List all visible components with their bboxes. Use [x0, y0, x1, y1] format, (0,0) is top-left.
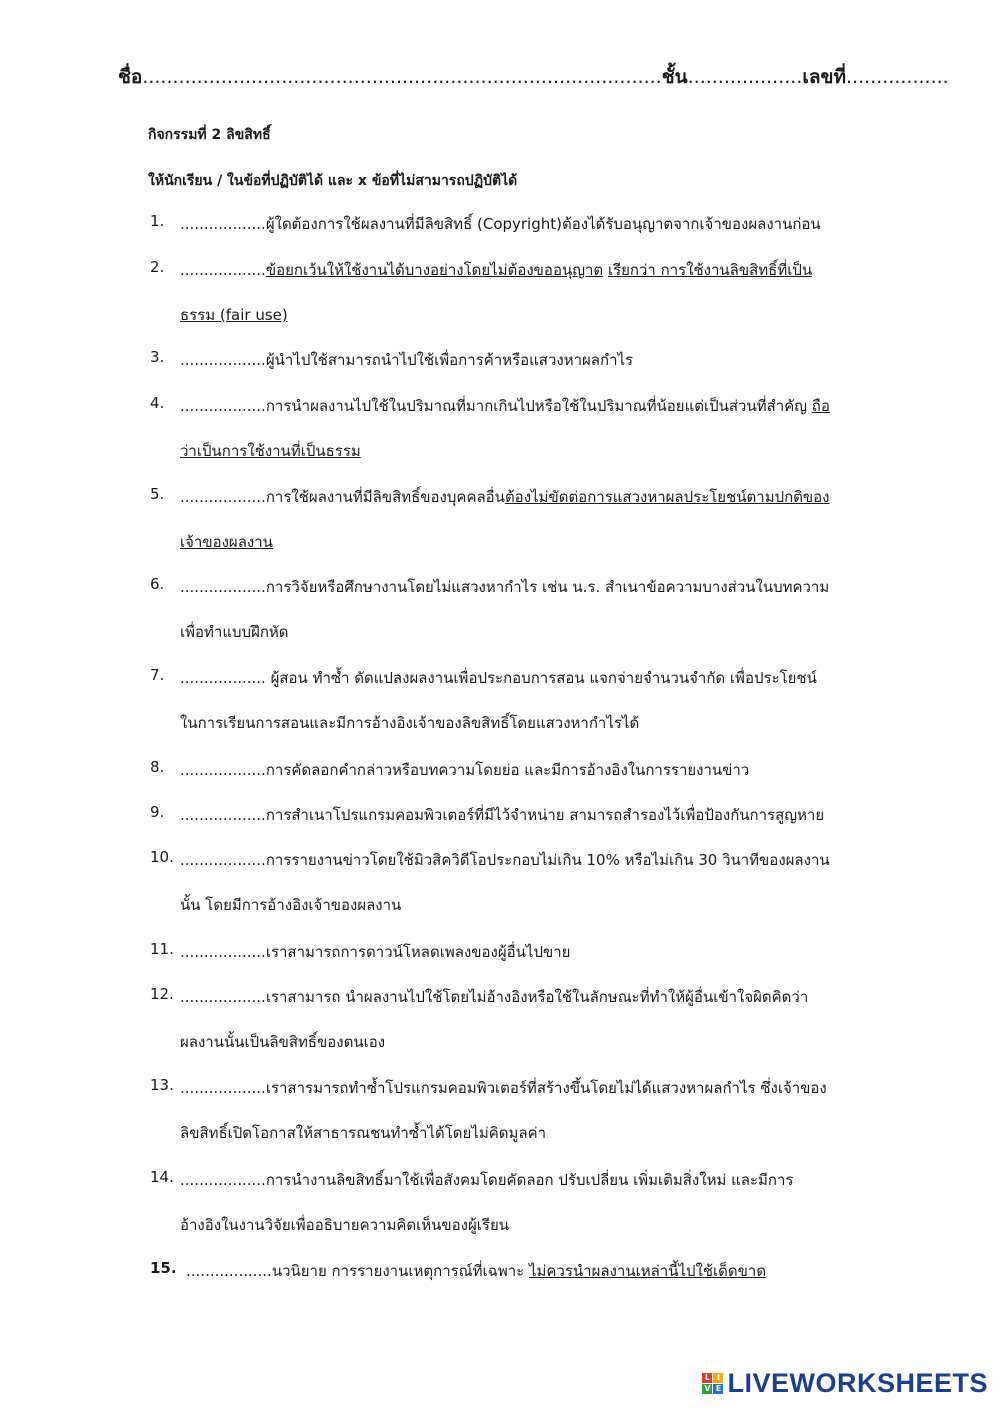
answer-blank[interactable]: .................. — [180, 988, 266, 1006]
question-text-part: การคัดลอกคำกล่าวหรือบทความโดยย่อ และมีการอ้างอิงในการรายงานข่าว — [265, 761, 750, 779]
question-text-part: ไม่ควรนำผลงานเหล่านี้ไปใช้เด็ดขาด — [528, 1262, 767, 1280]
question-text-part: เรียกว่า การใช้งานลิขสิทธิ์ที่เป็น — [607, 261, 813, 279]
question-text-part: เราสารมารถทำซ้ำโปรแกรมคอมพิวเตอร์ที่สร้างขึ้นโดยไม่ได้แสวงหาผลกำไร ซึ่งเจ้าของ — [265, 1079, 827, 1097]
student-info-line — [118, 62, 949, 92]
logo-badge-letter: L — [702, 1373, 712, 1383]
question-number: 1. — [150, 212, 165, 230]
question-number: 4. — [150, 394, 165, 412]
question-number: 10. — [150, 848, 174, 866]
question-text-continued: นั้น โดยมีการอ้างอิงเจ้าของผลงาน — [180, 896, 402, 914]
question-number: 8. — [150, 758, 165, 776]
question-text — [180, 258, 812, 282]
question-text-continued: ธรรม (fair use) — [180, 306, 288, 324]
answer-blank[interactable]: .................. — [180, 1171, 266, 1189]
question-text-part: ถือ — [811, 397, 830, 415]
question-text — [180, 940, 570, 964]
question-text — [180, 666, 817, 690]
class-blank[interactable]: ................... — [687, 66, 803, 88]
question-text-part: ข้อยกเว้นให้ใช้งานได้บางอย่างโดยไม่ต้องขออนุญาต — [265, 261, 604, 279]
question-number: 9. — [150, 803, 165, 821]
answer-blank[interactable]: .................. — [180, 1079, 266, 1097]
question-text — [180, 985, 808, 1009]
answer-blank[interactable]: .................. — [180, 578, 266, 596]
answer-blank[interactable]: .................. — [180, 761, 266, 779]
answer-blank[interactable]: .................. — [180, 215, 266, 233]
question-text-part: การนำผลงานไปใช้ในปริมาณที่มากเกินไปหรือใช้ในปริมาณที่น้อยแต่เป็นส่วนที่สำคัญ — [265, 397, 812, 415]
question-number: 12. — [150, 985, 174, 1003]
question-text-continued: ในการเรียนการสอนและมีการอ้างอิงเจ้าของลิขสิทธิ์โดยแสวงหากำไรได้ — [180, 714, 640, 732]
logo-badge-icon — [702, 1373, 723, 1394]
number-label: เลขที่ — [802, 66, 847, 88]
question-number: 11. — [150, 940, 174, 958]
answer-blank[interactable]: .................. — [180, 488, 266, 506]
question-number: 3. — [150, 348, 165, 366]
answer-blank[interactable]: .................. — [180, 669, 266, 687]
question-text-part: ต้องไม่ขัดต่อการแสวงหาผลประโยชน์ตามปกติของ — [504, 488, 830, 506]
question-text — [180, 212, 821, 236]
question-number: 13. — [150, 1076, 174, 1094]
question-text-continued: เจ้าของผลงาน — [180, 533, 273, 551]
logo-text: LIVEWORKSHEETS — [727, 1368, 988, 1398]
number-blank[interactable]: ................. — [846, 66, 949, 88]
question-text-part: ผู้สอน ทำซ้ำ ดัดแปลงผลงานเพื่อประกอบการสอน แจกจ่ายจำนวนจำกัด เพื่อประโยชน์ — [265, 669, 817, 687]
question-text — [180, 758, 749, 782]
question-text — [180, 803, 824, 827]
logo-badge-letter: V — [704, 1384, 711, 1393]
question-text — [180, 848, 830, 872]
liveworksheets-logo — [702, 1368, 988, 1399]
instruction-text: ให้นักเรียน / ในข้อที่ปฏิบัติได้ และ x ข้อที่ไม่สามารถปฏิบัติได้ — [148, 173, 518, 189]
question-number: 2. — [150, 258, 165, 276]
question-text — [186, 1259, 766, 1283]
answer-blank[interactable]: .................. — [180, 351, 266, 369]
question-number: 5. — [150, 485, 165, 503]
question-text-part: การสำเนาโปรแกรมคอมพิวเตอร์ที่มีไว้จำหน่าย สามารถสำรองไว้เพื่อป้องกันการสูญหาย — [265, 806, 825, 824]
question-text-part: เราสามารถการดาวน์โหลดเพลงของผู้อื่นไปขาย — [265, 943, 571, 961]
question-text-continued: อ้างอิงในงานวิจัยเพื่ออธิบายความคิดเห็นของผู้เรียน — [180, 1216, 510, 1234]
question-text — [180, 1076, 827, 1100]
question-text-part: ผู้ใดต้องการใช้ผลงานที่มีลิขสิทธิ์ (Copyright)ต้องได้รับอนุญาตจากเจ้าของผลงานก่อน — [265, 215, 821, 233]
question-number: 14. — [150, 1168, 174, 1186]
question-text-continued: ว่าเป็นการใช้งานที่เป็นธรรม — [180, 442, 361, 460]
logo-badge-letter: I — [713, 1373, 723, 1383]
answer-blank[interactable]: .................. — [180, 806, 266, 824]
question-text-continued: เพื่อทำแบบฝึกหัด — [180, 623, 289, 641]
question-text-part: การนำงานลิขสิทธิ์มาใช้เพื่อสังคมโดยคัดลอก ปรับเปลี่ยน เพิ่มเติมสิ่งใหม่ และมีการ — [265, 1171, 794, 1189]
question-text-continued: ผลงานนั้นเป็นลิขสิทธิ์ของตนเอง — [180, 1033, 386, 1051]
question-text-part: เราสามารถ นำผลงานไปใช้โดยไม่อ้างอิงหรือใช้ในลักษณะที่ทำให้ผู้อื่นเข้าใจผิดคิดว่า — [265, 988, 809, 1006]
logo-badge-letter: E — [713, 1384, 723, 1394]
class-label: ชั้น — [661, 66, 688, 88]
name-blank[interactable]: ...................................................................................... — [142, 66, 662, 88]
question-number: 7. — [150, 666, 165, 684]
question-text — [180, 575, 829, 599]
question-text-part: ผู้นำไปใช้สามารถนำไปใช้เพื่อการค้าหรือแสวงหาผลกำไร — [265, 351, 634, 369]
question-text-part: การวิจัยหรือศึกษางานโดยไม่แสวงหากำไร เช่น น.ร. สำเนาข้อความบางส่วนในบทความ — [265, 578, 830, 596]
question-text — [180, 394, 830, 418]
question-text-part: นวนิยาย การรายงานเหตุการณ์ที่เฉพาะ — [271, 1262, 529, 1280]
answer-blank[interactable]: .................. — [180, 261, 266, 279]
question-text-continued: ลิขสิทธิ์เปิดโอกาสให้สาธารณชนทำซ้ำได้โดยไม่คิดมูลค่า — [180, 1124, 547, 1142]
question-number: 15. — [150, 1259, 177, 1277]
answer-blank[interactable]: .................. — [180, 943, 266, 961]
question-text — [180, 1168, 794, 1192]
question-text-part: การรายงานข่าวโดยใช้มิวสิควิดีโอประกอบไม่เกิน 10% หรือไม่เกิน 30 วินาทีของผลงาน — [265, 851, 830, 869]
answer-blank[interactable]: .................. — [180, 397, 266, 415]
name-label: ชื่อ — [118, 66, 143, 88]
activity-title: กิจกรรมที่ 2 ลิขสิทธิ์ — [148, 127, 271, 143]
question-text — [180, 485, 830, 509]
question-text — [180, 348, 633, 372]
answer-blank[interactable]: .................. — [186, 1262, 272, 1280]
question-number: 6. — [150, 575, 165, 593]
question-text-part: การใช้ผลงานที่มีลิขสิทธิ์ของบุคคลอื่น — [265, 488, 505, 506]
answer-blank[interactable]: .................. — [180, 851, 266, 869]
